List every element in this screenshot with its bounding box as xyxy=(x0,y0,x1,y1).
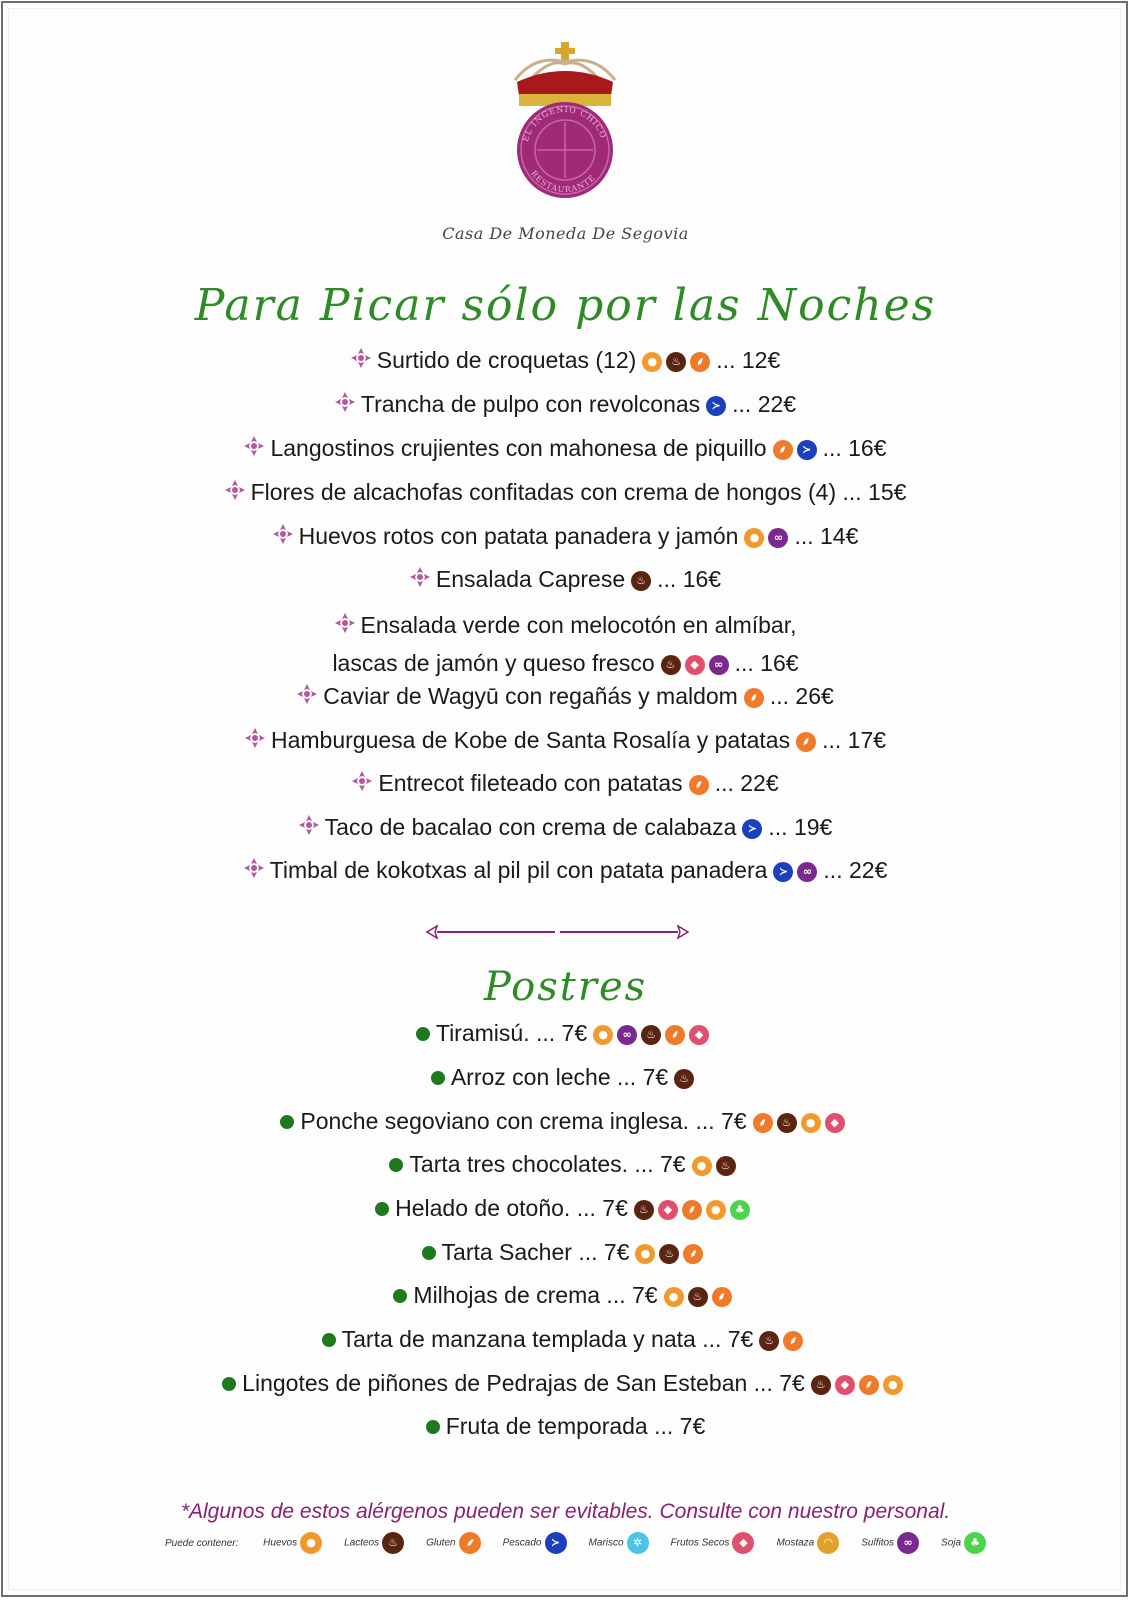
milk-jug-icon: ♨ xyxy=(759,1331,779,1351)
menu-item-price: ... 16€ xyxy=(657,565,722,592)
allergen-icons xyxy=(591,1019,711,1047)
legend-label: Mostaza xyxy=(776,1537,815,1549)
green-dot-icon xyxy=(416,1019,430,1047)
menu-item-name: Lingotes de piñones de Pedrajas de San Esteban ... 7€ xyxy=(242,1369,805,1396)
nut-icon: ◆ xyxy=(732,1532,754,1554)
menu-item-name-line2: lascas de jamón y queso fresco xyxy=(332,649,655,676)
allergen-icons xyxy=(771,856,819,884)
menu-item xyxy=(0,1148,1131,1178)
menu-item-price: ... 15€ xyxy=(842,478,907,505)
menu-item xyxy=(0,724,1131,754)
menu-item-name: Trancha de pulpo con revolconas xyxy=(360,390,701,417)
wheat-icon: ⸙ xyxy=(683,1244,703,1264)
menu-item-name: Fruta de temporada ... 7€ xyxy=(445,1412,706,1439)
menu-item-price: ... 22€ xyxy=(714,769,779,796)
wheat-icon: ⸙ xyxy=(744,688,764,708)
legend-label: Lacteos xyxy=(344,1537,380,1549)
menu-item-price: ... 22€ xyxy=(823,856,888,883)
allergen-icons xyxy=(771,434,819,462)
fish-icon: ≻ xyxy=(773,862,793,882)
nut-icon: ◆ xyxy=(658,1200,678,1220)
menu-item-name: Ponche segoviano con crema inglesa. ... 7€ xyxy=(300,1107,747,1134)
fleur-cross-icon xyxy=(297,682,317,710)
eggs-icon: ● xyxy=(642,352,662,372)
allergen-icons xyxy=(809,1369,905,1397)
legend-item-soja xyxy=(941,1532,988,1554)
menu-item xyxy=(0,563,1131,593)
legend-item-frutos xyxy=(671,1532,757,1554)
allergen-icons xyxy=(632,1194,752,1222)
eggs-icon: ● xyxy=(635,1244,655,1264)
menu-item xyxy=(0,767,1131,797)
menu-item xyxy=(0,1105,1131,1135)
menu-item-price: ... 16€ xyxy=(822,434,887,461)
allergen-icons xyxy=(704,390,728,418)
green-dot-icon xyxy=(375,1194,389,1222)
menu-item-name: Taco de bacalao con crema de calabaza xyxy=(324,813,737,840)
allergen-icons xyxy=(690,1150,738,1178)
milk-jug-icon: ♨ xyxy=(641,1025,661,1045)
eggs-icon: ● xyxy=(593,1025,613,1045)
wheat-icon: ⸙ xyxy=(690,352,710,372)
legend-label: Huevos xyxy=(263,1537,298,1549)
menu-item-name: Hamburguesa de Kobe de Santa Rosalía y patatas xyxy=(270,726,791,753)
legend-label: Gluten xyxy=(426,1537,456,1549)
milk-jug-icon: ♨ xyxy=(382,1532,404,1554)
section-title-para-picar: Para Picar sólo por las Noches xyxy=(194,280,937,331)
fish-icon: ≻ xyxy=(706,396,726,416)
allergen-icons xyxy=(757,1325,805,1353)
eggs-icon: ● xyxy=(300,1532,322,1554)
wheat-icon: ⸙ xyxy=(689,775,709,795)
menu-item xyxy=(0,344,1131,374)
menu-item xyxy=(0,854,1131,884)
legend-label: Frutos Secos xyxy=(670,1537,730,1549)
eggs-icon: ● xyxy=(664,1287,684,1307)
milk-jug-icon: ♨ xyxy=(659,1244,679,1264)
allergen-icons xyxy=(687,769,711,797)
menu-item-name: Langostinos crujientes con mahonesa de piquillo xyxy=(270,434,767,461)
wheat-icon: ⸙ xyxy=(859,1375,879,1395)
legend-label: Sulfitos xyxy=(861,1537,895,1549)
fish-icon: ≻ xyxy=(742,819,762,839)
wheat-icon: ⸙ xyxy=(459,1532,481,1554)
menu-item-price: ... 19€ xyxy=(768,813,833,840)
menu-item xyxy=(0,680,1131,710)
legend-lead: Puede contener: xyxy=(165,1537,239,1549)
menu-item-name: Tarta de manzana templada y nata ... 7€ xyxy=(341,1325,754,1352)
milk-jug-icon: ♨ xyxy=(777,1113,797,1133)
menu-item xyxy=(0,1017,1131,1047)
fleur-cross-icon xyxy=(410,565,430,593)
fleur-cross-icon xyxy=(244,434,264,462)
restaurant-logo-icon xyxy=(505,40,625,200)
green-dot-icon xyxy=(389,1150,403,1178)
eggs-icon: ● xyxy=(883,1375,903,1395)
eggs-icon: ● xyxy=(801,1113,821,1133)
green-dot-icon xyxy=(280,1107,294,1135)
menu-item xyxy=(0,605,1131,681)
legend-item-marisco xyxy=(589,1532,651,1554)
soy-icon: ♣ xyxy=(964,1532,986,1554)
legend-label: Pescado xyxy=(502,1537,542,1549)
milk-jug-icon: ♨ xyxy=(634,1200,654,1220)
green-dot-icon xyxy=(422,1238,436,1266)
menu-item-price: ... 26€ xyxy=(769,682,834,709)
menu-item xyxy=(0,1236,1131,1266)
milk-jug-icon: ♨ xyxy=(716,1156,736,1176)
fleur-cross-icon xyxy=(335,390,355,418)
wheat-icon: ⸙ xyxy=(712,1287,732,1307)
allergen-icons xyxy=(794,726,818,754)
menu-item xyxy=(0,520,1131,550)
legend-item-pescado xyxy=(503,1532,569,1554)
menu-item-name: Flores de alcachofas confitadas con crema de hongos (4) xyxy=(250,478,837,505)
sulfites-icon: ∞ xyxy=(768,528,788,548)
allergen-icons xyxy=(742,682,766,710)
fleur-cross-icon xyxy=(335,607,355,643)
wheat-icon: ⸙ xyxy=(682,1200,702,1220)
eggs-icon: ● xyxy=(706,1200,726,1220)
menu-item-name: Helado de otoño. ... 7€ xyxy=(395,1194,628,1221)
eggs-icon: ● xyxy=(744,528,764,548)
menu-item xyxy=(0,1323,1131,1353)
green-dot-icon xyxy=(322,1325,336,1353)
fleur-cross-icon xyxy=(245,726,265,754)
menu-item-name: Ensalada verde con melocotón en almíbar, xyxy=(360,611,797,638)
fleur-cross-icon xyxy=(244,856,264,884)
menu-item xyxy=(0,476,1131,506)
legend-item-sulfitos xyxy=(861,1532,921,1554)
allergen-icons xyxy=(662,1281,734,1309)
wheat-icon: ⸙ xyxy=(665,1025,685,1045)
menu-item-price: ... 17€ xyxy=(822,726,887,753)
allergen-icons xyxy=(640,346,712,374)
menu-item-name: Entrecot fileteado con patatas xyxy=(378,769,683,796)
menu-item-name: Ensalada Caprese xyxy=(435,565,626,592)
svg-text:EL INGENIO CHICO: EL INGENIO CHICO xyxy=(520,104,609,143)
nut-icon: ◆ xyxy=(835,1375,855,1395)
menu-item-name: Surtido de croquetas (12) xyxy=(376,346,637,373)
menu-item-price: ... 22€ xyxy=(732,390,797,417)
menu-item xyxy=(0,1192,1131,1222)
menu-item-name: Timbal de kokotxas al pil pil con patata panadera xyxy=(269,856,768,883)
menu-item-price: ... 12€ xyxy=(716,346,781,373)
nut-icon: ◆ xyxy=(689,1025,709,1045)
legend-item-mostaza xyxy=(776,1532,841,1554)
ornamental-divider-icon xyxy=(425,922,690,942)
wheat-icon: ⸙ xyxy=(783,1331,803,1351)
fish-icon: ≻ xyxy=(797,440,817,460)
allergen-icons xyxy=(633,1238,705,1266)
menu-item-price: ... 14€ xyxy=(794,522,859,549)
milk-jug-icon: ♨ xyxy=(666,352,686,372)
sulfites-icon: ∞ xyxy=(617,1025,637,1045)
menu-item-price: ... 16€ xyxy=(734,649,799,676)
svg-text:RESTAURANTE: RESTAURANTE xyxy=(529,168,598,195)
legend-item-lacteos xyxy=(344,1532,406,1554)
allergen-icons xyxy=(742,522,790,550)
allergen-note: *Algunos de estos alérgenos pueden ser evitables. Consulte con nuestro personal. xyxy=(180,1500,951,1523)
crab-icon: ✲ xyxy=(627,1532,649,1554)
allergen-icons xyxy=(740,813,764,841)
allergen-icons xyxy=(629,565,653,593)
fleur-cross-icon xyxy=(351,346,371,374)
menu-item-name: Tarta Sacher ... 7€ xyxy=(441,1238,630,1265)
menu-item xyxy=(0,1061,1131,1091)
milk-jug-icon: ♨ xyxy=(688,1287,708,1307)
eggs-icon: ● xyxy=(692,1156,712,1176)
restaurant-tagline: Casa De Moneda De Segovia xyxy=(442,224,689,243)
green-dot-icon xyxy=(393,1281,407,1309)
mustard-icon: ◠ xyxy=(817,1532,839,1554)
nut-icon: ◆ xyxy=(685,655,705,675)
sulfites-icon: ∞ xyxy=(709,655,729,675)
sulfites-icon: ∞ xyxy=(797,862,817,882)
menu-item-name: Caviar de Wagyū con regañás y maldom xyxy=(323,682,738,709)
wheat-icon: ⸙ xyxy=(773,440,793,460)
green-dot-icon xyxy=(222,1369,236,1397)
allergen-legend xyxy=(165,1532,980,1554)
milk-jug-icon: ♨ xyxy=(631,571,651,591)
legend-item-gluten xyxy=(426,1532,482,1554)
menu-item-name: Huevos rotos con patata panadera y jamón xyxy=(298,522,739,549)
fleur-cross-icon xyxy=(352,769,372,797)
section-title-postres: Postres xyxy=(483,964,648,1010)
fleur-cross-icon xyxy=(299,813,319,841)
milk-jug-icon: ♨ xyxy=(661,655,681,675)
allergen-icons xyxy=(659,645,731,681)
menu-item-name: Tiramisú. ... 7€ xyxy=(435,1019,588,1046)
fleur-cross-icon xyxy=(225,478,245,506)
legend-label: Soja xyxy=(941,1537,962,1549)
green-dot-icon xyxy=(426,1412,440,1440)
legend-item-huevos xyxy=(263,1532,324,1554)
menu-item-name: Milhojas de crema ... 7€ xyxy=(413,1281,658,1308)
menu-item-name: Tarta tres chocolates. ... 7€ xyxy=(409,1150,686,1177)
allergen-icons xyxy=(751,1107,847,1135)
menu-item xyxy=(0,1279,1131,1309)
menu-item xyxy=(0,1367,1131,1397)
menu-item xyxy=(0,432,1131,462)
milk-jug-icon: ♨ xyxy=(811,1375,831,1395)
wheat-icon: ⸙ xyxy=(796,732,816,752)
menu-item-name: Arroz con leche ... 7€ xyxy=(450,1063,669,1090)
menu-item xyxy=(0,1410,1131,1440)
fleur-cross-icon xyxy=(273,522,293,550)
menu-item xyxy=(0,811,1131,841)
soy-icon: ♣ xyxy=(730,1200,750,1220)
legend-label: Marisco xyxy=(588,1537,624,1549)
allergen-icons xyxy=(672,1063,696,1091)
milk-jug-icon: ♨ xyxy=(674,1069,694,1089)
nut-icon: ◆ xyxy=(825,1113,845,1133)
fish-icon: ≻ xyxy=(545,1532,567,1554)
menu-item xyxy=(0,388,1131,418)
wheat-icon: ⸙ xyxy=(753,1113,773,1133)
green-dot-icon xyxy=(431,1063,445,1091)
sulfites-icon: ∞ xyxy=(897,1532,919,1554)
